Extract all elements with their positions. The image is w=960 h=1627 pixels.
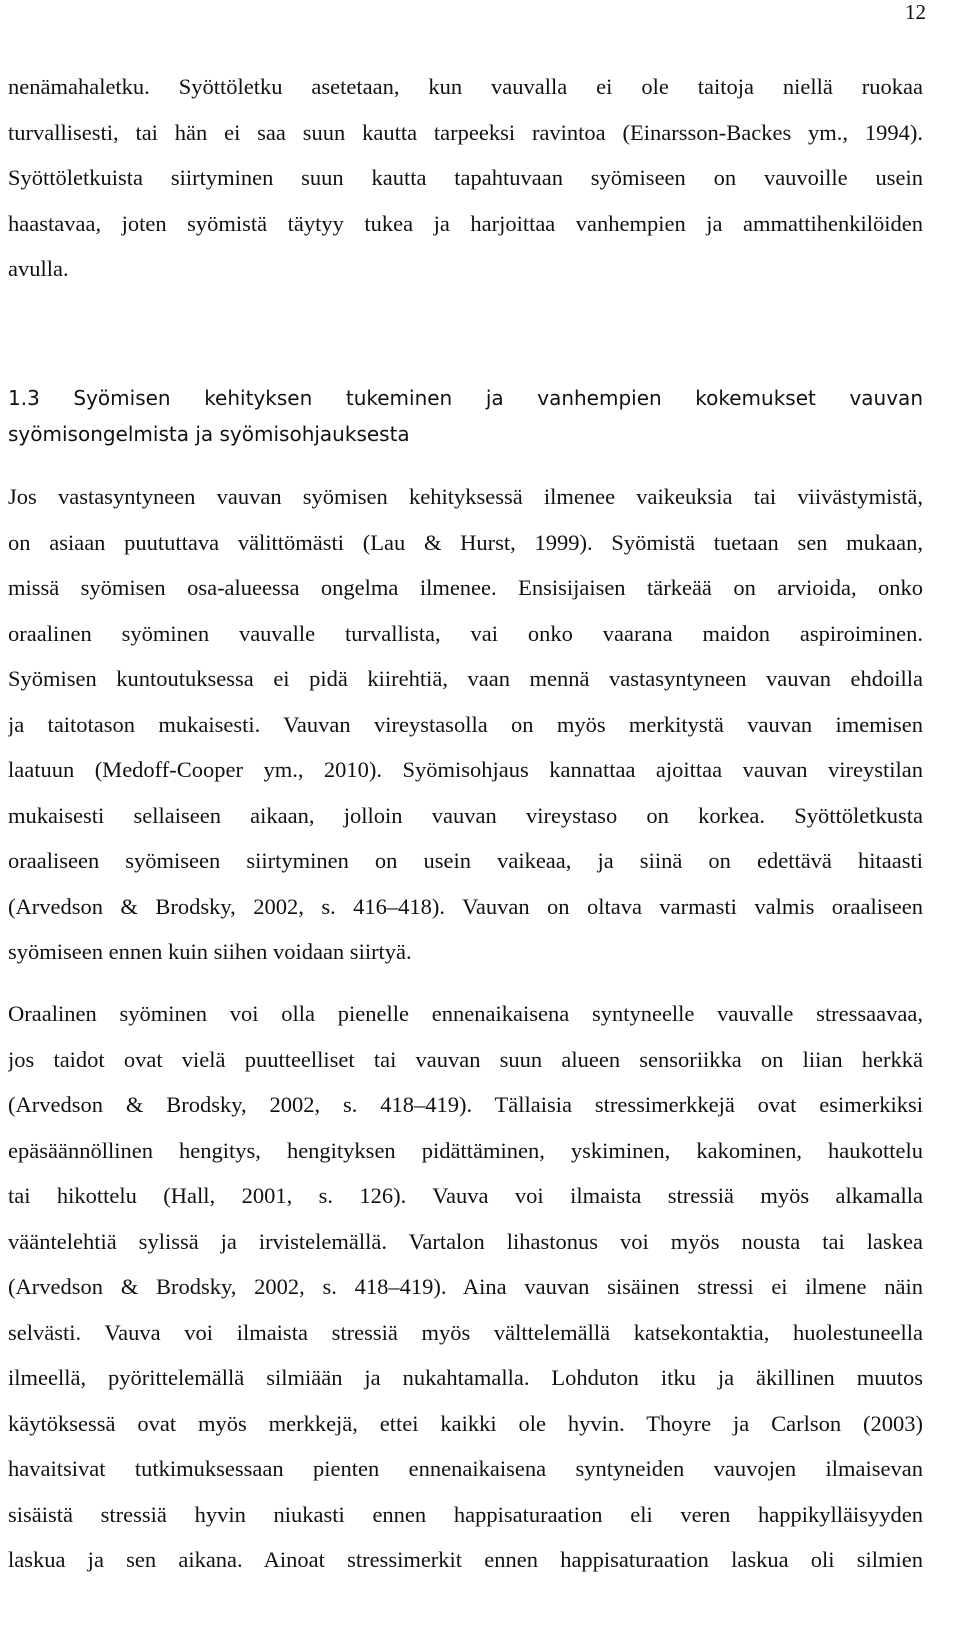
section-heading	[8, 380, 923, 452]
page-number: 12	[905, 0, 926, 24]
text-line: on asiaan puututtava välittömästi (Lau & Hurst, 1999). Syömistä tuetaan sen mukaan,	[8, 529, 923, 555]
text-line: tai hikottelu (Hall, 2001, s. 126). Vauva voi ilmaista stressiä myös alkamalla	[8, 1183, 923, 1208]
text-line: (Arvedson & Brodsky, 2002, s. 416–418). Vauvan on oltava varmasti valmis oraaliseen	[8, 893, 923, 919]
text-line: sisäistä stressiä hyvin niukasti ennen happisaturaation eli veren happikylläisyyden	[8, 1501, 923, 1527]
text-line: mukaisesti sellaiseen aikaan, jolloin vauvan vireystaso on korkea. Syöttöletkusta	[8, 802, 923, 828]
text-line: syömiseen ennen kuin siihen voidaan siirtyä.	[8, 939, 412, 964]
paragraph-top	[8, 64, 923, 292]
text-line: vääntelehtiä sylissä ja irvistelemällä. Vartalon lihastonus voi myös nousta tai laskea	[8, 1228, 923, 1254]
text-line: selvästi. Vauva voi ilmaista stressiä myös välttelemällä katsekontaktia, huolestuneella	[8, 1319, 923, 1345]
text-line: Syöttöletkuista siirtyminen suun kautta tapahtuvaan syömiseen on vauvoille usein	[8, 165, 923, 190]
text-line: jos taidot ovat vielä puutteelliset tai vauvan suun alueen sensoriikka on liian herkkä	[8, 1046, 923, 1072]
text-line: Oraalinen syöminen voi olla pienelle ennenaikaisena syntyneelle vauvalle stressaavaa,	[8, 1001, 923, 1026]
text-line: oraaliseen syömiseen siirtyminen on usein vaikeaa, ja siinä on edettävä hitaasti	[8, 848, 923, 873]
heading-line: 1.3 Syömisen kehityksen tukeminen ja vanhempien kokemukset vauvan	[8, 386, 923, 410]
text-line: haastavaa, joten syömistä täytyy tukea ja harjoittaa vanhempien ja ammattihenkilöiden	[8, 210, 923, 236]
text-line: (Arvedson & Brodsky, 2002, s. 418–419). Tällaisia stressimerkkejä ovat esimerkiksi	[8, 1092, 923, 1117]
text-line: epäsäännöllinen hengitys, hengityksen pidättäminen, yskiminen, kakominen, haukottelu	[8, 1137, 923, 1163]
text-line: ilmeellä, pyörittelemällä silmiään ja nukahtamalla. Lohduton itku ja äkillinen muutos	[8, 1365, 923, 1390]
paragraph-2	[8, 474, 923, 975]
heading-line: syömisongelmista ja syömisohjauksesta	[8, 422, 410, 446]
text-line: oraalinen syöminen vauvalle turvallista, vai onko vaarana maidon aspiroiminen.	[8, 620, 923, 646]
text-line: laskua ja sen aikana. Ainoat stressimerkit ennen happisaturaation laskua oli silmien	[8, 1547, 923, 1572]
text-line: avulla.	[8, 256, 69, 281]
text-line: käytöksessä ovat myös merkkejä, ettei kaikki ole hyvin. Thoyre ja Carlson (2003)	[8, 1410, 923, 1436]
text-line: havaitsivat tutkimuksessaan pienten ennenaikaisena syntyneiden vauvojen ilmaisevan	[8, 1456, 923, 1481]
text-line: Jos vastasyntyneen vauvan syömisen kehityksessä ilmenee vaikeuksia tai viivästymistä,	[8, 484, 923, 509]
text-line: ja taitotason mukaisesti. Vauvan vireystasolla on myös merkitystä vauvan imemisen	[8, 711, 923, 737]
text-line: laatuun (Medoff-Cooper ym., 2010). Syömisohjaus kannattaa ajoittaa vauvan vireystilan	[8, 757, 923, 782]
text-line: missä syömisen osa-alueessa ongelma ilmenee. Ensisijaisen tärkeää on arvioida, onko	[8, 575, 923, 600]
text-line: Syömisen kuntoutuksessa ei pidä kiirehtiä, vaan mennä vastasyntyneen vauvan ehdoilla	[8, 666, 923, 691]
text-line: turvallisesti, tai hän ei saa suun kautta tarpeeksi ravintoa (Einarsson-Backes ym., 1994).	[8, 119, 923, 145]
text-line: (Arvedson & Brodsky, 2002, s. 418–419). Aina vauvan sisäinen stressi ei ilmene näin	[8, 1274, 923, 1299]
text-line: nenämahaletku. Syöttöletku asetetaan, kun vauvalla ei ole taitoja niellä ruokaa	[8, 74, 923, 99]
paragraph-3	[8, 991, 923, 1583]
